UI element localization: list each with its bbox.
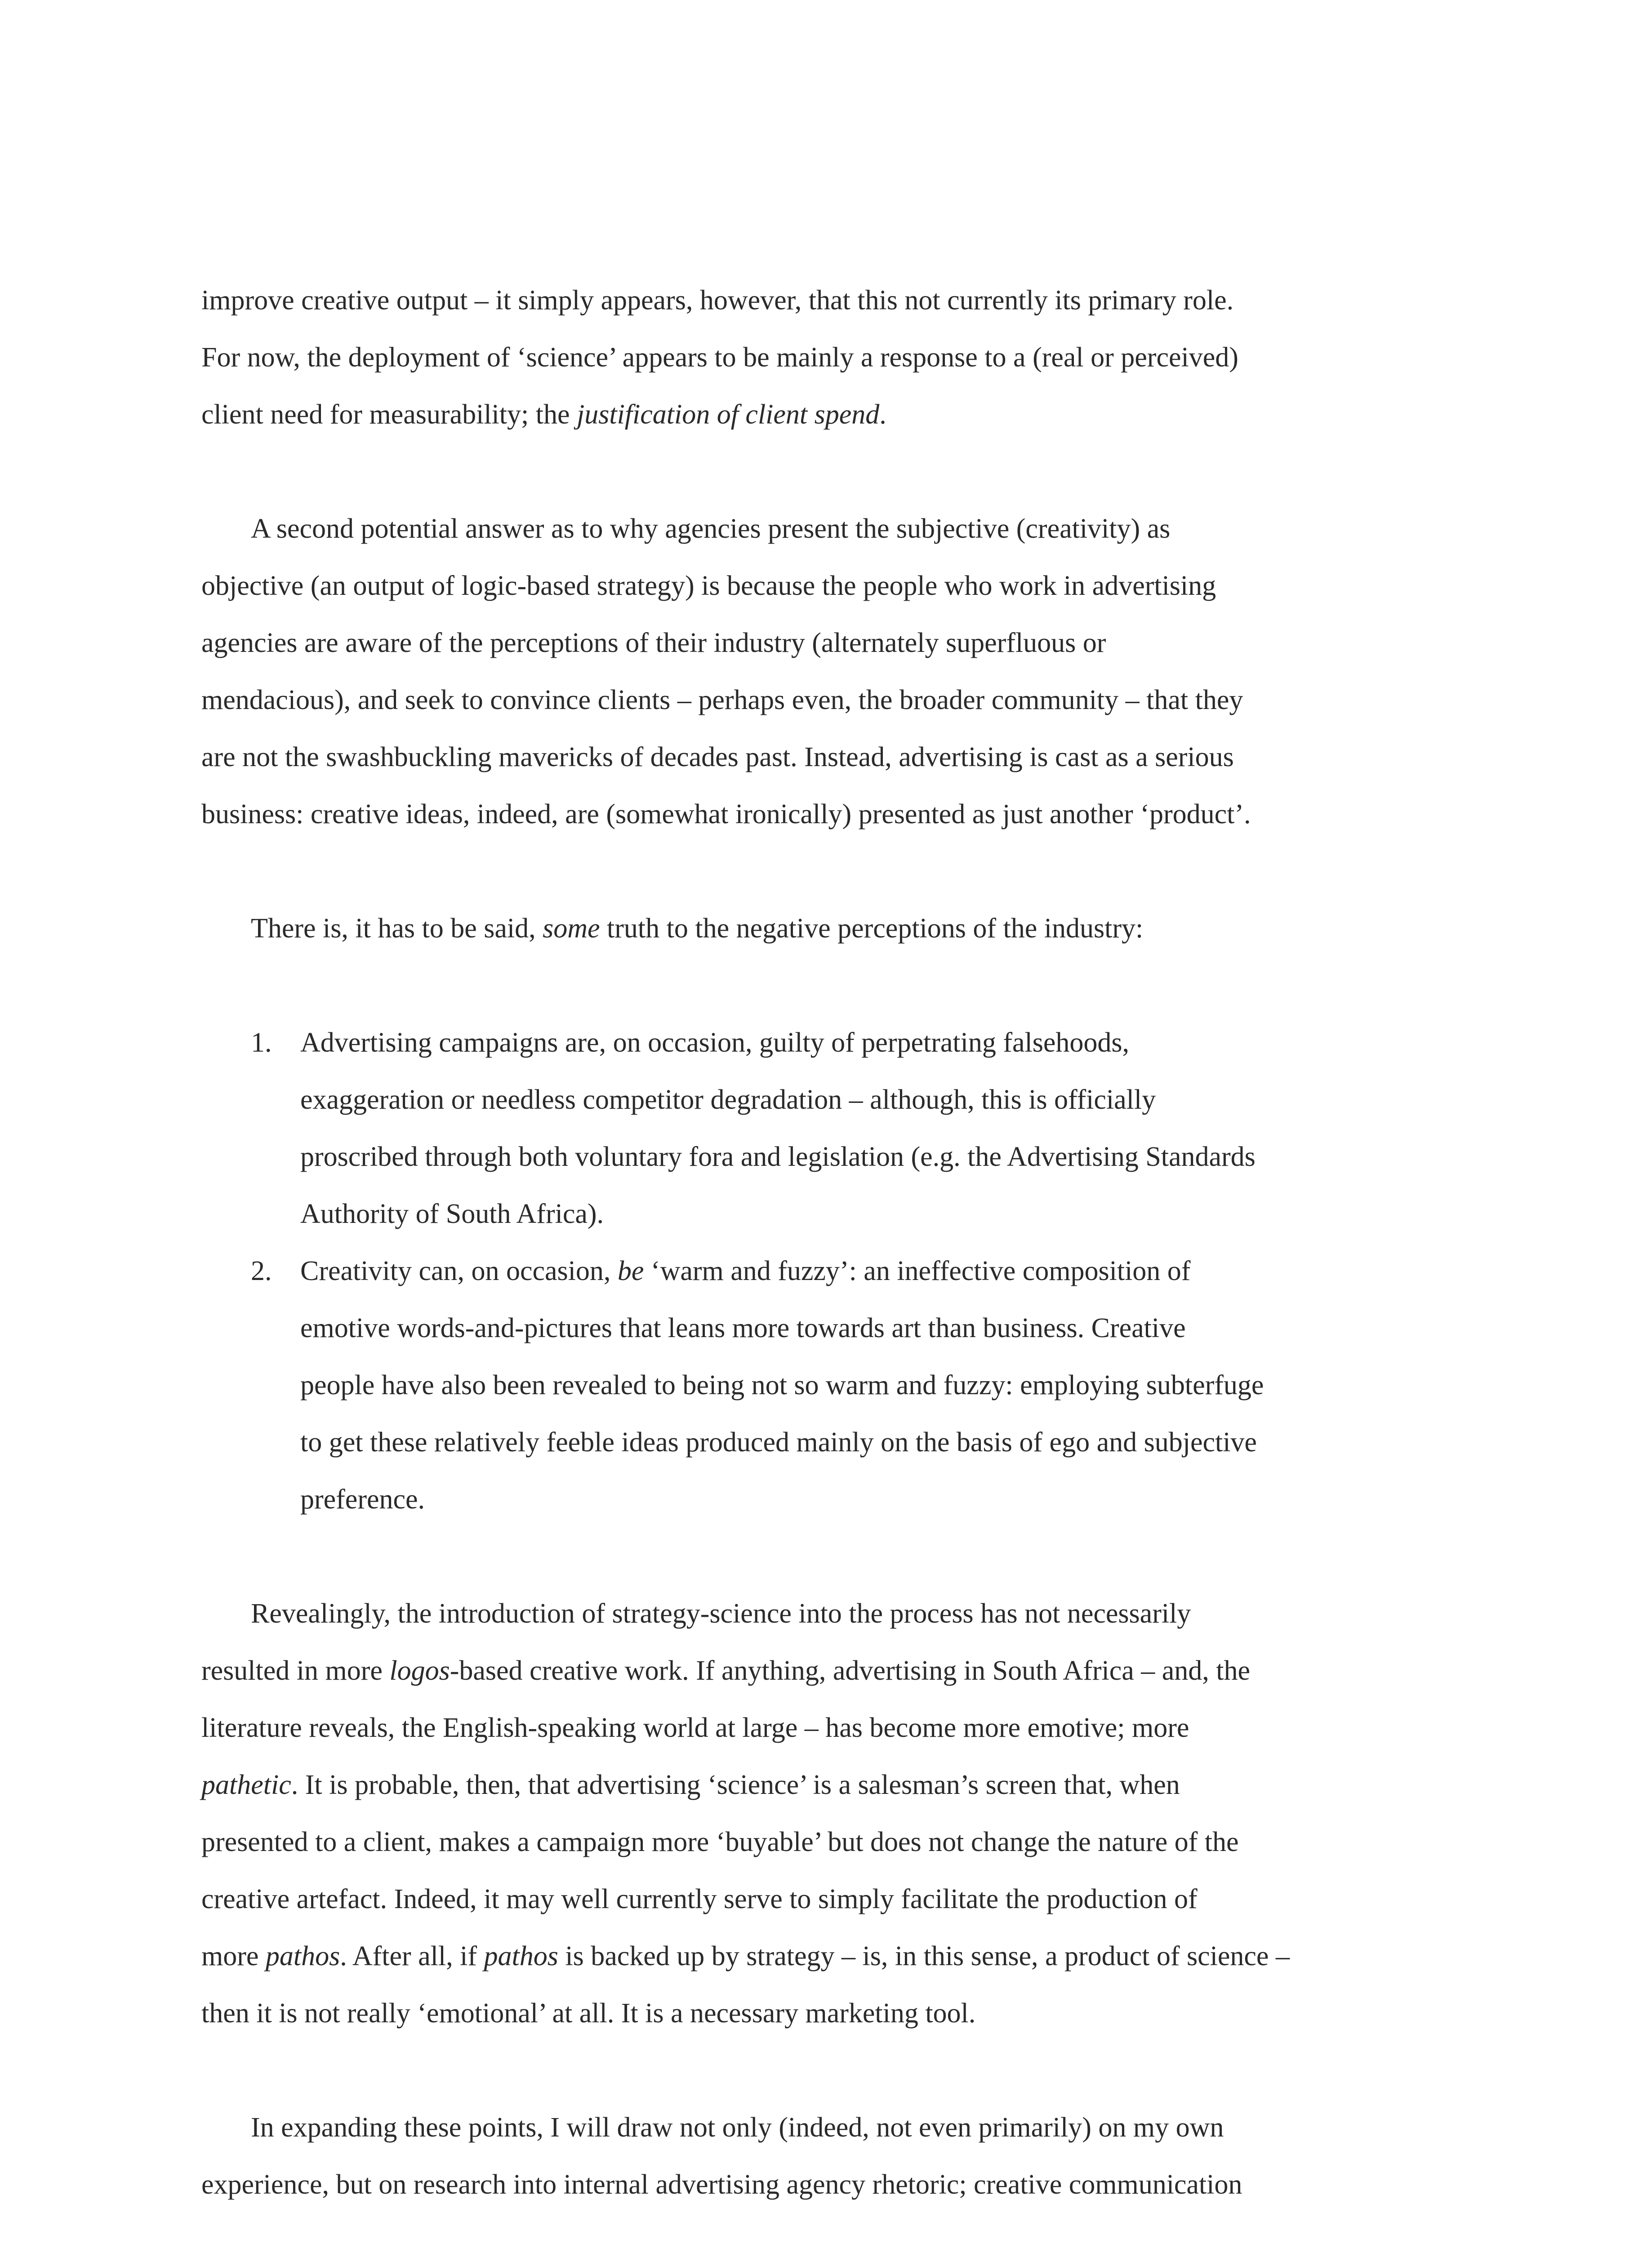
paragraph-1 xyxy=(201,272,1451,443)
text-run: client need for measurability; the xyxy=(201,399,577,430)
emphasis: justification of client spend xyxy=(576,399,880,430)
text-run: . It is probable, then, that advertising ‘science’ is a salesman’s screen that, when xyxy=(291,1770,1180,1800)
paragraph-4-line-5: presented to a client, makes a campaign more ‘buyable’ but does not change the nature of the xyxy=(201,1827,1239,1857)
text-run: resulted in more xyxy=(201,1655,390,1686)
paragraph-5 xyxy=(201,2099,1451,2213)
list-item-2-line-4: to get these relatively feeble ideas produced mainly on the basis of ego and subjective xyxy=(300,1427,1257,1458)
text-run: more xyxy=(201,1941,266,1971)
paragraph-5-line-1: In expanding these points, I will draw not only (indeed, not even primarily) on my own xyxy=(251,2112,1224,2143)
paragraph-4-line-2 xyxy=(201,1642,1451,1699)
paragraph-4-line-6: creative artefact. Indeed, it may well currently serve to simply facilitate the production of xyxy=(201,1884,1198,1914)
list-item-1 xyxy=(201,1014,1451,1243)
paragraph-1-line-2: For now, the deployment of ‘science’ appears to be mainly a response to a (real or perceived) xyxy=(201,342,1238,373)
paragraph-1-line-3 xyxy=(201,386,1451,443)
paragraph-4 xyxy=(201,1585,1451,2042)
paragraph-2-line-3: agencies are aware of the perceptions of their industry (alternately superfluous or xyxy=(201,628,1106,658)
emphasis: be xyxy=(617,1256,644,1286)
paragraph-4-line-4 xyxy=(201,1757,1451,1814)
text-run: Creativity can, on occasion, xyxy=(300,1256,618,1286)
list-item-2-line-1 xyxy=(300,1243,1451,1300)
paragraph-3 xyxy=(201,900,1451,957)
list-item-2-line-2: emotive words-and-pictures that leans more towards art than business. Creative xyxy=(300,1313,1186,1343)
text-run: There is, it has to be said, xyxy=(251,913,543,944)
paragraph-5-line-2: experience, but on research into internal advertising agency rhetoric; creative communication xyxy=(201,2169,1242,2200)
text-run: -based creative work. If anything, advertising in South Africa – and, the xyxy=(450,1655,1251,1686)
text-run: ‘warm and fuzzy’: an ineffective composition of xyxy=(644,1256,1191,1286)
text-run: . After all, if xyxy=(340,1941,484,1971)
list-item-2-line-5: preference. xyxy=(300,1484,425,1515)
list-item-1-line-4: Authority of South Africa). xyxy=(300,1199,604,1229)
emphasis: pathos xyxy=(265,1941,340,1971)
paragraph-2-line-6: business: creative ideas, indeed, are (somewhat ironically) presented as just another ‘product’. xyxy=(201,799,1251,830)
emphasis: logos xyxy=(389,1655,450,1686)
text-run: . xyxy=(879,399,886,430)
emphasis: pathetic xyxy=(201,1770,291,1800)
paragraph-spacer xyxy=(201,443,1451,500)
list-item-2 xyxy=(201,1243,1451,1528)
text-run: truth to the negative perceptions of the industry: xyxy=(600,913,1144,944)
paragraph-2-line-1: A second potential answer as to why agencies present the subjective (creativity) as xyxy=(251,513,1171,544)
emphasis: pathos xyxy=(484,1941,558,1971)
numbered-list xyxy=(201,1014,1451,1528)
paragraph-4-line-8: then it is not really ‘emotional’ at all. It is a necessary marketing tool. xyxy=(201,1998,976,2029)
paragraph-2-line-2: objective (an output of logic-based strategy) is because the people who work in advertising xyxy=(201,571,1216,601)
list-item-1-line-1: Advertising campaigns are, on occasion, guilty of perpetrating falsehoods, xyxy=(300,1027,1129,1058)
paragraph-2-line-5: are not the swashbuckling mavericks of decades past. Instead, advertising is cast as a serious xyxy=(201,742,1234,772)
list-number: 2. xyxy=(251,1256,272,1286)
paragraph-spacer xyxy=(201,2042,1451,2099)
paragraph-2-line-4: mendacious), and seek to convince clients – perhaps even, the broader community – that they xyxy=(201,685,1243,715)
paragraph-spacer xyxy=(201,843,1451,900)
paragraph-spacer xyxy=(201,957,1451,1014)
paragraph-spacer xyxy=(201,1528,1451,1585)
list-item-2-line-3: people have also been revealed to being not so warm and fuzzy: employing subterfuge xyxy=(300,1370,1264,1401)
list-item-1-line-2: exaggeration or needless competitor degradation – although, this is officially xyxy=(300,1084,1156,1115)
list-item-1-line-3: proscribed through both voluntary fora and legislation (e.g. the Advertising Standards xyxy=(300,1142,1256,1172)
paragraph-4-line-7 xyxy=(201,1928,1451,1985)
paragraph-4-line-3: literature reveals, the English-speaking world at large – has become more emotive; more xyxy=(201,1713,1189,1743)
paragraph-1-line-1: improve creative output – it simply appears, however, that this not currently its primary role. xyxy=(201,285,1234,316)
paragraph-4-line-1: Revealingly, the introduction of strategy-science into the process has not necessarily xyxy=(251,1598,1191,1629)
paragraph-2 xyxy=(201,500,1451,843)
emphasis: some xyxy=(543,913,600,944)
paragraph-3-line-1 xyxy=(201,900,1451,957)
list-number: 1. xyxy=(251,1027,272,1058)
body-text xyxy=(201,272,1451,2213)
text-run: is backed up by strategy – is, in this sense, a product of science – xyxy=(558,1941,1290,1971)
